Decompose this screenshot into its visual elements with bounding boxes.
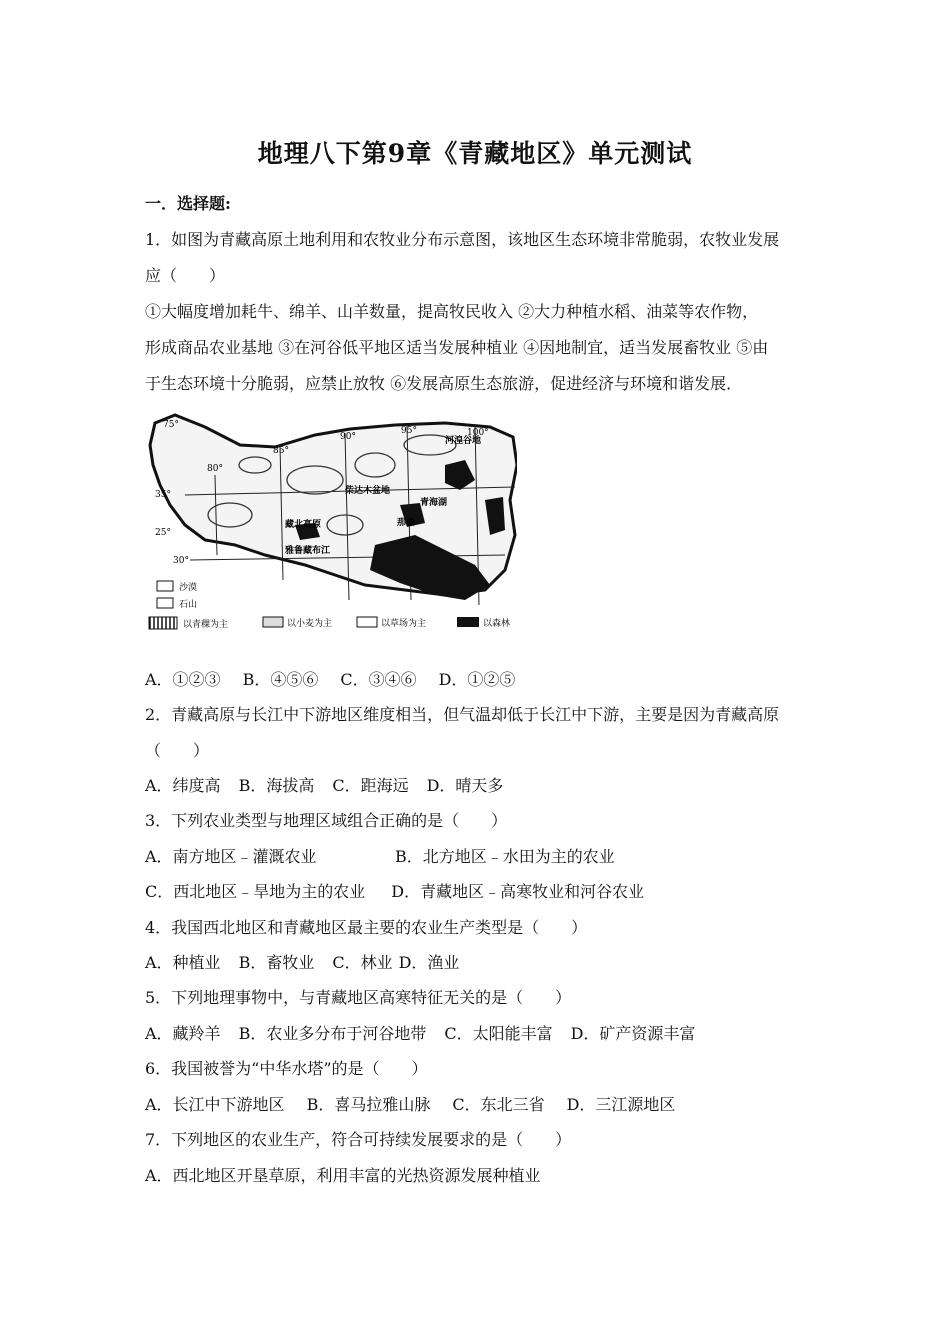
q5-option-c[interactable]: C．太阳能丰富 <box>444 1024 553 1043</box>
lat-label: 25° <box>155 528 171 538</box>
q3-options-row-1 <box>145 847 615 867</box>
q3-option-b[interactable]: B．北方地区﹣水田为主的农业 <box>395 847 615 866</box>
qinghai-tibet-land-use-map <box>145 405 517 637</box>
q1-stem-line-1: 1．如图为青藏高原土地利用和农牧业分布示意图，该地区生态环境非常脆弱，农牧业发展 <box>145 230 780 249</box>
q1-option-a[interactable]: A．①②③ <box>145 670 221 689</box>
q2-option-c[interactable]: C．距海远 <box>332 776 409 795</box>
legend-label: 沙漠 <box>179 583 198 593</box>
legend-swatch-rocky <box>157 598 173 608</box>
place-label: 柴达木盆地 <box>345 486 391 496</box>
q3-option-a[interactable]: A．南方地区﹣灌溉农业 <box>145 847 317 866</box>
q4-stem: 4．我国西北地区和青藏地区最主要的农业生产类型是（ ） <box>145 918 588 937</box>
q4-option-b[interactable]: B．畜牧业 <box>238 953 315 972</box>
page-title: 地理八下第9章《青藏地区》单元测试 <box>257 139 693 168</box>
q1-option-c[interactable]: C．③④⑥ <box>340 670 417 689</box>
lon-label: 90° <box>340 432 356 442</box>
lon-label: 85° <box>273 446 289 456</box>
q1-stem-line-4: 形成商品农业基地 ③在河谷低平地区适当发展种植业 ④因地制宜，适当发展畜牧业 ⑤由 <box>145 338 769 357</box>
place-label: 河湟谷地 <box>445 436 482 446</box>
q2-stem-line-1: 2．青藏高原与长江中下游地区维度相当，但气温却低于长江中下游，主要是因为青藏高原 <box>145 705 780 724</box>
q5-stem: 5．下列地理事物中，与青藏地区高寒特征无关的是（ ） <box>145 988 572 1007</box>
lat-label: 30° <box>173 556 189 566</box>
lon-label: 100° <box>467 428 489 438</box>
place-label: 那曲 <box>397 518 416 528</box>
legend-label: 以草场为主 <box>381 619 427 629</box>
legend-label: 以森林 <box>483 619 511 629</box>
q5-option-a[interactable]: A．藏羚羊 <box>145 1024 221 1043</box>
q3-option-c[interactable]: C．西北地区﹣旱地为主的农业 <box>145 882 366 901</box>
q6-option-a[interactable]: A．长江中下游地区 <box>145 1095 285 1114</box>
legend-swatch-grassland <box>357 617 377 627</box>
q3-stem: 3．下列农业类型与地理区域组合正确的是（ ） <box>145 811 508 830</box>
section-heading: 一．选择题: <box>145 194 231 213</box>
legend-label: 以小麦为主 <box>287 619 333 629</box>
q7-stem: 7．下列地区的农业生产，符合可持续发展要求的是（ ） <box>145 1130 572 1149</box>
q6-option-b[interactable]: B．喜马拉雅山脉 <box>306 1095 431 1114</box>
q1-stem-line-2: 应（ ） <box>145 266 226 285</box>
q2-option-b[interactable]: B．海拔高 <box>238 776 315 795</box>
lon-label: 80° <box>207 464 223 474</box>
lat-label: 35° <box>155 490 171 500</box>
q2-option-d[interactable]: D．晴天多 <box>426 776 504 795</box>
q4-option-d[interactable]: D．渔业 <box>398 953 460 972</box>
q7-option-a[interactable]: A．西北地区开垦草原，利用丰富的光热资源发展种植业 <box>145 1166 541 1185</box>
q4-option-a[interactable]: A．种植业 <box>145 953 221 972</box>
q6-options <box>145 1095 675 1115</box>
q2-options <box>145 776 503 796</box>
q3-option-d[interactable]: D．青藏地区﹣高寒牧业和河谷农业 <box>391 882 645 901</box>
q1-option-d[interactable]: D．①②⑤ <box>438 670 516 689</box>
q6-option-d[interactable]: D．三江源地区 <box>566 1095 676 1114</box>
legend-swatch-desert <box>157 581 173 591</box>
q2-option-a[interactable]: A．纬度高 <box>145 776 221 795</box>
q5-options <box>145 1024 695 1044</box>
place-label: 青海湖 <box>420 498 448 508</box>
q5-option-b[interactable]: B．农业多分布于河谷地带 <box>238 1024 427 1043</box>
legend-label: 以青稞为主 <box>183 620 229 630</box>
q2-stem-line-2: （ ） <box>145 741 210 760</box>
q6-stem: 6．我国被誉为“中华水塔”的是（ ） <box>145 1059 428 1078</box>
lon-label: 95° <box>401 426 417 436</box>
q3-options-row-2 <box>145 882 644 902</box>
q4-options <box>145 953 459 973</box>
q1-options <box>145 670 515 690</box>
place-label: 雅鲁藏布江 <box>285 546 331 556</box>
legend-swatch-forest <box>457 617 479 627</box>
lon-label: 75° <box>163 420 179 430</box>
q1-stem-line-5: 于生态环境十分脆弱，应禁止放牧 ⑥发展高原生态旅游，促进经济与环境和谐发展． <box>145 374 743 393</box>
legend-swatch-wheat <box>263 617 283 627</box>
place-label: 藏北高原 <box>285 520 322 530</box>
q5-option-d[interactable]: D．矿产资源丰富 <box>570 1024 696 1043</box>
q6-option-c[interactable]: C．东北三省 <box>452 1095 545 1114</box>
q4-option-c[interactable]: C．林业 <box>332 953 393 972</box>
q1-option-b[interactable]: B．④⑤⑥ <box>242 670 319 689</box>
legend-swatch-highland-barley <box>149 617 177 629</box>
q1-stem-line-3: ①大幅度增加耗牛、绵羊、山羊数量，提高牧民收入 ②大力种植水稻、油菜等农作物， <box>145 302 759 321</box>
legend-label: 石山 <box>179 600 198 610</box>
